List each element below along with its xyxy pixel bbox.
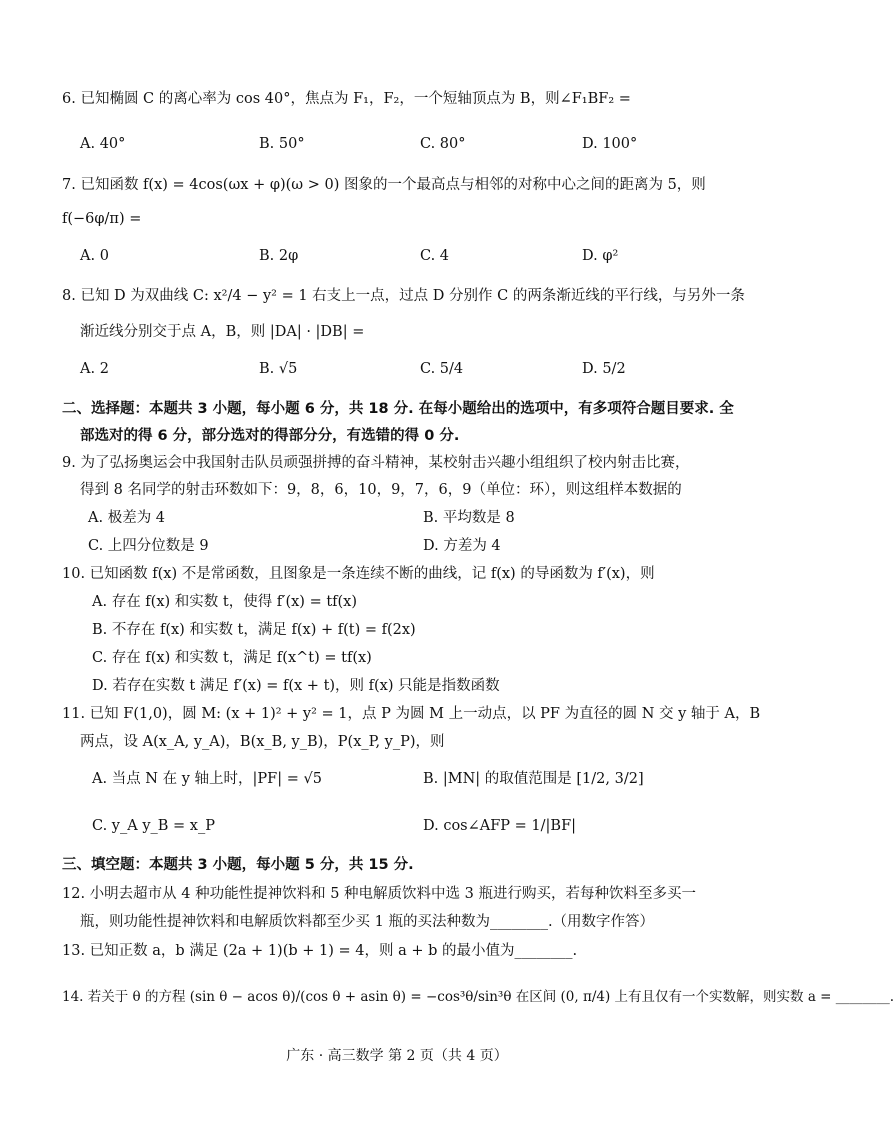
question-11-stem-2: 两点，设 A(x_A, y_A)，B(x_B, y_B)，P(x_P, y_P)，则	[80, 734, 445, 750]
q6-option-b: B. 50°	[259, 136, 305, 152]
q6-option-c: C. 80°	[420, 136, 466, 152]
question-6-stem: 6. 已知椭圆 C 的离心率为 cos 40°，焦点为 F₁，F₂，一个短轴顶点为 B，则∠F₁BF₂ =	[62, 91, 631, 107]
q11-option-a: A. 当点 N 在 y 轴上时，|PF| = √5	[92, 771, 322, 787]
q10-option-c: C. 存在 f(x) 和实数 t，满足 f(x^t) = tf(x)	[92, 650, 372, 666]
q6-option-d: D. 100°	[582, 136, 638, 152]
question-10-stem: 10. 已知函数 f(x) 不是常函数，且图象是一条连续不断的曲线，记 f(x) 的导函数为 f′(x)，则	[62, 566, 655, 582]
question-8-stem: 8. 已知 D 为双曲线 C: x²/4 − y² = 1 右支上一点，过点 D 分别作 C 的两条渐近线的平行线，与另外一条	[62, 288, 745, 304]
q10-option-b: B. 不存在 f(x) 和实数 t，满足 f(x) + f(t) = f(2x)	[92, 622, 416, 638]
q10-option-a: A. 存在 f(x) 和实数 t，使得 f′(x) = tf(x)	[92, 594, 358, 610]
q7-option-a: A. 0	[80, 248, 109, 264]
section-2-heading-2: 部选对的得 6 分，部分选对的得部分分，有选错的得 0 分.	[80, 428, 460, 444]
question-9-stem-2: 得到 8 名同学的射击环数如下：9，8，6，10，9，7，6，9（单位：环），则这组样本数据的	[80, 482, 682, 498]
q8-option-d: D. 5/2	[582, 361, 626, 377]
q7-option-d: D. φ²	[582, 248, 619, 264]
q8-option-a: A. 2	[80, 361, 109, 377]
q8-option-c: C. 5/4	[420, 361, 464, 377]
q6-option-a: A. 40°	[80, 136, 126, 152]
question-7-stem: 7. 已知函数 f(x) = 4cos(ωx + φ)(ω > 0) 图象的一个最高点与相邻的对称中心之间的距离为 5，则	[62, 177, 706, 193]
q9-option-d: D. 方差为 4	[423, 538, 501, 554]
q10-option-d: D. 若存在实数 t 满足 f′(x) = f(x + t)，则 f(x) 只能是指数函数	[92, 678, 500, 694]
q9-option-b: B. 平均数是 8	[423, 510, 515, 526]
question-13-stem: 13. 已知正数 a，b 满足 (2a + 1)(b + 1) = 4，则 a + b 的最小值为________.	[62, 943, 578, 959]
question-9-stem: 9. 为了弘扬奥运会中我国射击队员顽强拼搏的奋斗精神，某校射击兴趣小组组织了校内射击比赛，	[62, 455, 690, 471]
q11-option-c: C. y_A y_B = x_P	[92, 818, 215, 834]
question-12-stem-2: 瓶，则功能性提神饮料和电解质饮料都至少买 1 瓶的买法种数为________.（用数字作答）	[80, 914, 655, 930]
question-14-stem: 14. 若关于 θ 的方程 (sin θ − acos θ)/(cos θ + asin θ) = −cos³θ/sin³θ 在区间 (0, π/4) 上有且仅有一个实数解，则实数 a = ________.	[62, 989, 894, 1005]
q7-option-b: B. 2φ	[259, 248, 299, 264]
q11-option-d: D. cos∠AFP = 1/|BF|	[423, 818, 577, 834]
q9-option-c: C. 上四分位数是 9	[88, 538, 209, 554]
section-2-heading: 二、选择题：本题共 3 小题，每小题 6 分，共 18 分. 在每小题给出的选项中，有多项符合题目要求. 全	[62, 401, 734, 417]
section-3-heading: 三、填空题：本题共 3 小题，每小题 5 分，共 15 分.	[62, 857, 414, 873]
q7-option-c: C. 4	[420, 248, 450, 264]
question-7-stem-2: f(−6φ/π) =	[62, 211, 142, 227]
q9-option-a: A. 极差为 4	[88, 510, 166, 526]
question-8-stem-2: 渐近线分别交于点 A，B，则 |DA| · |DB| =	[80, 324, 365, 340]
page-footer: 广东 · 高三数学 第 2 页（共 4 页）	[286, 1048, 508, 1064]
q8-option-b: B. √5	[259, 361, 298, 377]
q11-option-b: B. |MN| 的取值范围是 [1/2, 3/2]	[423, 771, 644, 787]
question-12-stem: 12. 小明去超市从 4 种功能性提神饮料和 5 种电解质饮料中选 3 瓶进行购买，若每种饮料至多买一	[62, 886, 696, 902]
question-11-stem: 11. 已知 F(1,0)，圆 M: (x + 1)² + y² = 1，点 P 为圆 M 上一动点，以 PF 为直径的圆 N 交 y 轴于 A，B	[62, 706, 761, 722]
